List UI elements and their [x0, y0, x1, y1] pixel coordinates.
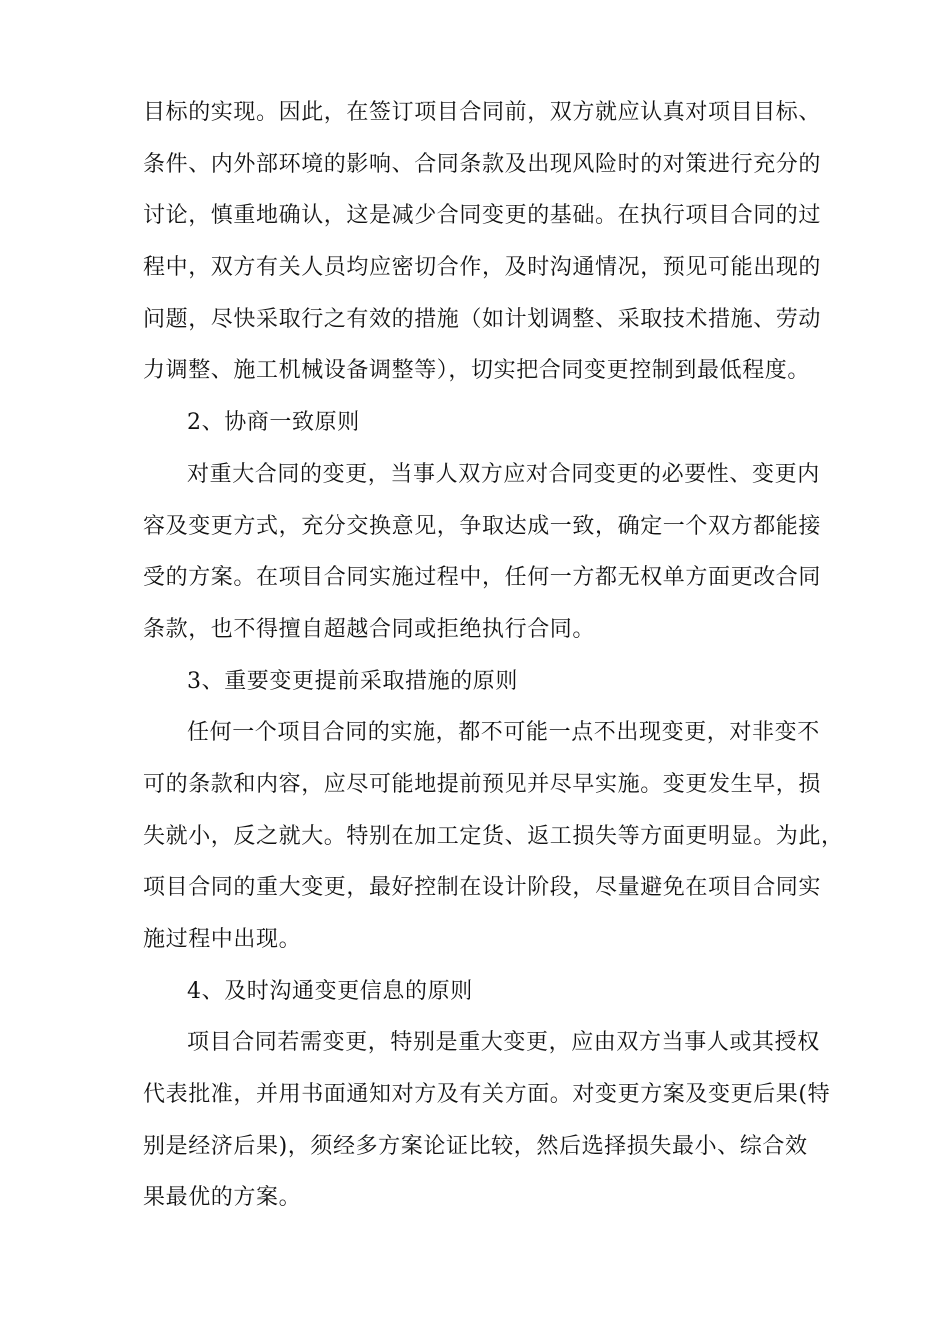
section-heading-3: 3、重要变更提前采取措施的原则	[187, 668, 518, 694]
paragraph-line: 条件、内外部环境的影响、合同条款及出现风险时的对策进行充分的	[143, 151, 822, 177]
paragraph-line: 问题，尽快采取行之有效的措施（如计划调整、采取技术措施、劳动	[143, 306, 822, 332]
paragraph-line: 力调整、施工机械设备调整等），切实把合同变更控制到最低程度。	[143, 358, 811, 384]
section-heading-4: 4、及时沟通变更信息的原则	[187, 978, 473, 1004]
document-body	[143, 98, 844, 1235]
paragraph-line: 对重大合同的变更，当事人双方应对合同变更的必要性、变更内	[187, 461, 820, 487]
paragraph-line: 项目合同的重大变更，最好控制在设计阶段，尽量避免在项目合同实	[143, 875, 822, 901]
paragraph-line: 程中，双方有关人员均应密切合作，及时沟通情况，预见可能出现的	[143, 255, 822, 281]
paragraph-line: 任何一个项目合同的实施，都不可能一点不出现变更，对非变不	[187, 720, 820, 746]
paragraph-line: 容及变更方式，充分交换意见，争取达成一致，确定一个双方都能接	[143, 513, 822, 539]
paragraph-line: 目标的实现。因此，在签订项目合同前，双方就应认真对项目目标、	[143, 100, 822, 125]
paragraph-line: 代表批准，并用书面通知对方及有关方面。对变更方案及变更后果(特	[143, 1082, 831, 1108]
paragraph-line: 项目合同若需变更，特别是重大变更，应由双方当事人或其授权	[187, 1030, 820, 1056]
section-heading-2: 2、协商一致原则	[187, 410, 360, 436]
paragraph-line: 可的条款和内容，应尽可能地提前预见并尽早实施。变更发生早，损	[143, 771, 822, 797]
paragraph-line: 受的方案。在项目合同实施过程中，任何一方都无权单方面更改合同	[143, 565, 822, 591]
paragraph-line: 施过程中出现。	[143, 927, 302, 952]
paragraph-line: 失就小，反之就大。特别在加工定货、返工损失等方面更明显。为此，	[143, 823, 844, 849]
paragraph-line: 条款，也不得擅自超越合同或拒绝执行合同。	[143, 616, 596, 642]
paragraph-line: 别是经济后果)，须经多方案论证比较，然后选择损失最小、综合效	[143, 1133, 808, 1159]
paragraph-line: 讨论，慎重地确认，这是减少合同变更的基础。在执行项目合同的过	[143, 203, 822, 229]
paragraph-line: 果最优的方案。	[143, 1185, 302, 1211]
